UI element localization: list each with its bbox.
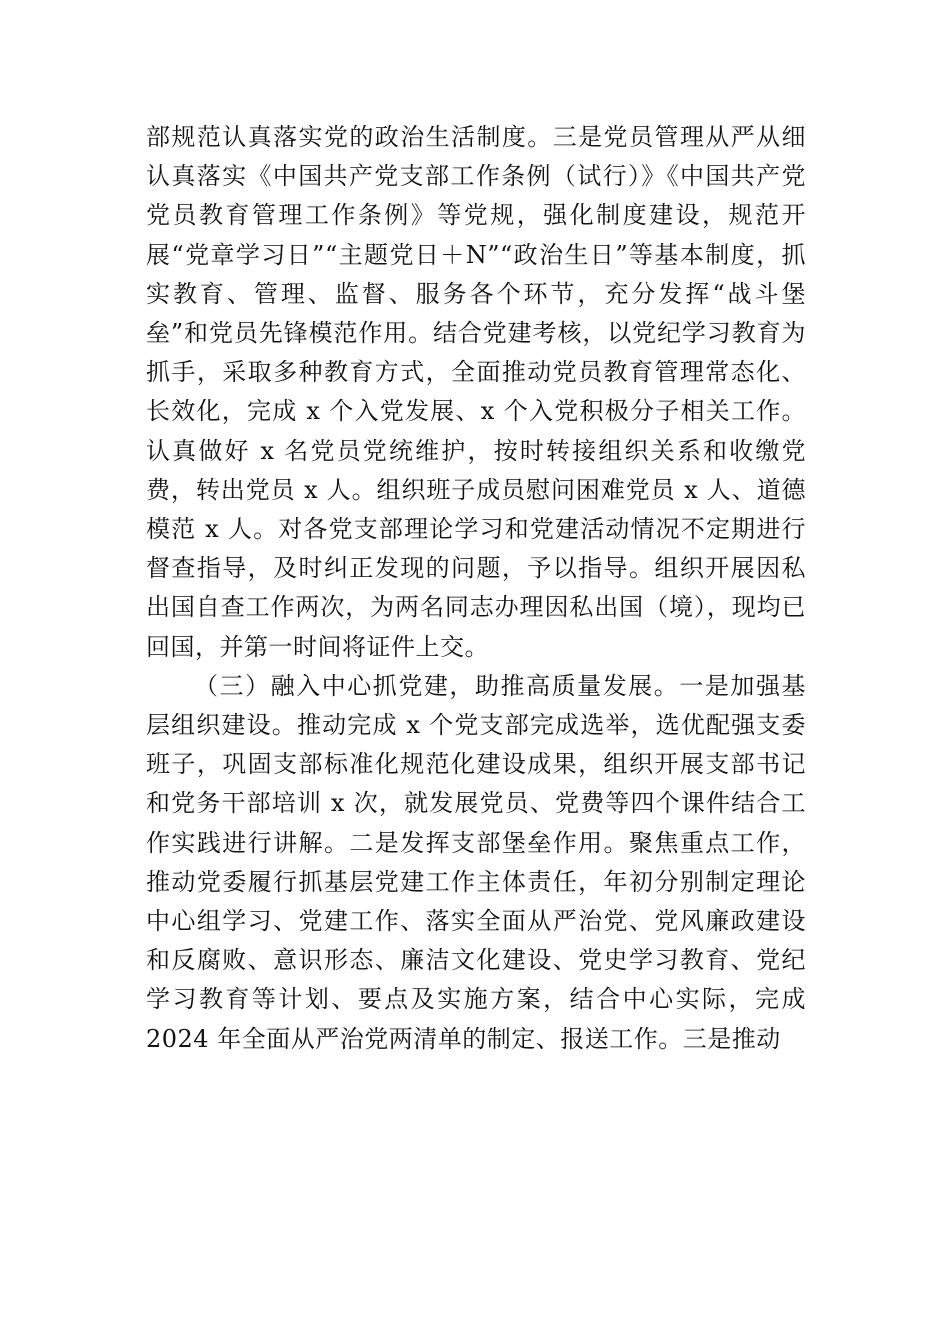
paragraph-party-member-management: 部规范认真落实党的政治生活制度。三是党员管理从严从细认真落实《中国共产党支部工作条例（试行）》《中国共产党党员教育管理工作条例》等党规，强化制度建设，规范开展“党章学习日”“主题党日＋N”“政治生日”等基本制度，抓实教育、管理、监督、服务各个环节，充分发挥“战斗堡垒”和党员先锋模范作用。结合党建考核，以党纪学习教育为抓手，采取多种教育方式，全面推动党员教育管理常态化、长效化，完成 x 个入党发展、x 个入党积极分子相关工作。认真做好 x 名党员党统维护，按时转接组织关系和收缴党费，转出党员 x 人。组织班子成员慰问困难党员 x 人、道德模范 x 人。对各党支部理论学习和党建活动情况不定期进行督查指导，及时纠正发现的问题，予以指导。组织开展因私出国自查工作两次，为两名同志办理因私出国（境），现均已回国，并第一时间将证件上交。 <box>146 123 806 661</box>
document-body <box>146 118 806 1059</box>
paragraph-integrate-center-party-building: （三）融入中心抓党建，助推高质量发展。一是加强基层组织建设。推动完成 x 个党支部完成选举，选优配强支委班子，巩固支部标准化规范化建设成果，组织开展支部书记和党务干部培训 x 次，就发展党员、党费等四个课件结合工作实践进行讲解。二是发挥支部堡垒作用。聚焦重点工作，推动党委履行抓基层党建工作主体责任，年初分别制定理论中心组学习、党建工作、落实全面从严治党、党风廉政建设和反腐败、意识形态、廉洁文化建设、党史学习教育、党纪学习教育等计划、要点及实施方案，结合中心实际，完成 2024 年全面从严治党两清单的制定、报送工作。三是推动 <box>146 671 806 1053</box>
